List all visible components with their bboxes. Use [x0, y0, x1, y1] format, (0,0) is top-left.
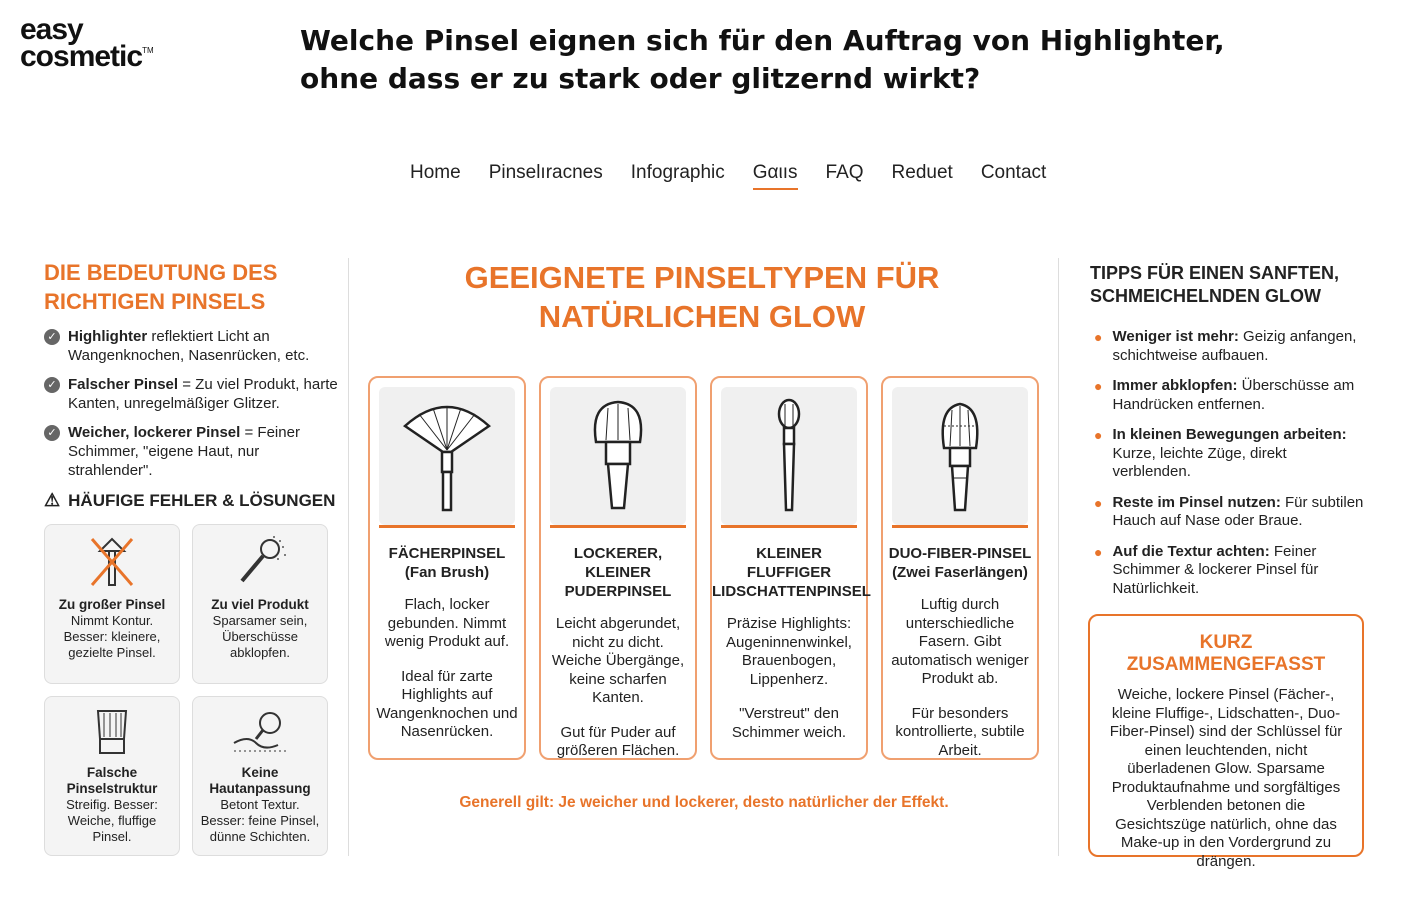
nav-home[interactable]: Home [410, 162, 461, 183]
brand-line1: easy [20, 13, 83, 46]
summary-text: Weiche, lockere Pinsel (Fächer-, kleine Fluffige-, Lidschatten-, Duo-Fiber-Pinsel) sind der Schlüssel für einen leuchtenden, nicht überladenen Glow. Sparsame Produktaufnahme und sorgfältiges Verblenden betonen die Gesichtszüge natürlich, ohne das Make-up in den Vordergrund zu drängen. [1109, 686, 1343, 870]
left-section-title: DIE BEDEUTUNG DES RICHTIGEN PINSELS [44, 260, 278, 314]
mistakes-heading: ⚠ HÄUFIGE FEHLER & LÖSUNGEN [44, 490, 336, 510]
brand-line2: cosmetic™ [20, 40, 154, 73]
summary-box [1088, 614, 1364, 870]
general-rule: Generell gilt: Je weicher und lockerer, desto natürlicher der Effekt. [459, 794, 949, 811]
warning-icon: ⚠ [44, 490, 61, 510]
check-icon: ✓ [44, 425, 60, 441]
page-title: Welche Pinsel eignen sich für den Auftrag von Highlighter, ohne dass er zu stark oder glitzernd wirkt? [300, 24, 1225, 95]
brush-card-eyeshadow: KLEINER FLUFFIGER LIDSCHATTENPINSEL Präzise Highlights: Augeninnenwinkel, Brauenbogen, Lippenherz. "Verstreut" den Schimmer weich. [710, 376, 868, 760]
bullet-icon: ● [1094, 378, 1103, 394]
eyeshadow-brush-icon [739, 396, 839, 516]
bullet-icon: ● [1094, 427, 1103, 443]
brush-name: FÄCHERPINSEL (Fan Brush) [388, 545, 506, 581]
list-item: ● In kleinen Bewegungen arbeiten: Kurze, leichte Züge, direkt verblenden. [1094, 426, 1347, 480]
importance-list [44, 327, 344, 490]
mistake-card-no-skin-adaption: Keine Hautanpassung Betont Textur. Besser: feine Pinsel, dünne Schichten. [192, 696, 328, 856]
nav-guides[interactable]: Gαιıs [753, 162, 798, 190]
nav-brushes[interactable]: Pinselıracnes [488, 162, 603, 183]
bullet-icon: ● [1094, 494, 1103, 511]
duo-fiber-brush-icon [910, 396, 1010, 516]
brush-card-duo-fiber: DUO-FIBER-PINSEL (Zwei Faserlängen) Luftig durch unterschiedliche Fasern. Gibt automatisch weniger Produkt ab. Für besonders kontrollierte, subtile Arbeit. [881, 376, 1039, 760]
magnifier-skin-icon [228, 705, 292, 759]
tips-list [1094, 328, 1364, 610]
main-nav [410, 162, 1046, 190]
summary-title: KURZ ZUSAMMENGEFASST [1126, 632, 1326, 675]
nav-infographic[interactable]: Infographic [630, 162, 725, 183]
mistake-card-too-much-product: Zu viel Produkt Sparsamer sein, Überschüsse abklopfen. [192, 524, 328, 684]
brush-name: LOCKERER, KLEINER PUDERPINSEL [564, 545, 672, 600]
list-item: ✓ Weicher, lockerer Pinsel = Feiner Schimmer, "eigene Haut, nur strahlender". [44, 423, 344, 480]
brush-name: DUO-FIBER-PINSEL (Zwei Faserlängen) [888, 545, 1032, 581]
divider-left [348, 258, 349, 856]
divider-right [1058, 258, 1059, 856]
crossed-brush-icon [84, 533, 140, 591]
list-item: ✓ Falscher Pinsel = Zu viel Produkt, harte Kanten, unregelmäßiger Glitzer. [44, 375, 344, 413]
nav-contact[interactable]: Contact [980, 162, 1047, 183]
list-item: ✓ Highlighter reflektiert Licht an Wangenknochen, Nasenrücken, etc. [44, 327, 344, 365]
flat-brush-icon [84, 705, 140, 759]
nav-faq[interactable]: FAQ [825, 162, 864, 183]
check-icon: ✓ [44, 329, 60, 345]
fan-brush-icon [397, 396, 497, 516]
mistake-card-wrong-structure: Falsche Pinselstruktur Streifig. Besser: Weiche, fluffige Pinsel. [44, 696, 180, 856]
brush-card-powder: LOCKERER, KLEINER PUDERPINSEL Leicht abgerundet, nicht zu dicht. Weiche Übergänge, keine scharfen Kanten. Gut für Puder auf größeren Flächen. [539, 376, 697, 760]
nav-product[interactable]: Reduet [891, 162, 953, 183]
brush-name: KLEINER FLUFFIGER LIDSCHATTENPINSEL [712, 545, 871, 600]
check-icon: ✓ [44, 377, 60, 393]
list-item: ● Reste im Pinsel nutzen: Für subtilen Hauch auf Nase oder Braue. [1094, 493, 1364, 529]
powder-brush-icon [230, 533, 290, 591]
list-item: ● Immer abklopfen: Überschüsse am Handrücken entfernen. [1094, 377, 1355, 413]
tips-title: TIPPS FÜR EINEN SANFTEN, SCHMEICHELNDEN GLOW [1090, 263, 1340, 306]
list-item: ● Weniger ist mehr: Geizig anfangen, schichtweise aufbauen. [1094, 328, 1357, 364]
mistake-card-big-brush: Zu großer Pinsel Nimmt Kontur. Besser: kleinere, gezielte Pinsel. [44, 524, 180, 684]
brand-logo[interactable] [20, 13, 154, 73]
brush-types-title: GEEIGNETE PINSELTYPEN FÜR NATÜRLICHEN GLOW [464, 260, 940, 334]
bullet-icon: ● [1094, 329, 1103, 345]
brush-card-fan: FÄCHERPINSEL (Fan Brush) Flach, locker gebunden. Nimmt wenig Produkt auf. Ideal für zarte Highlights auf Wangenknochen und Nasenrücken. [368, 376, 526, 760]
bullet-icon: ● [1094, 543, 1103, 560]
powder-brush-icon [568, 396, 668, 516]
list-item: ● Auf die Textur achten: Feiner Schimmer & lockerer Pinsel für Natürlichkeit. [1094, 542, 1319, 597]
